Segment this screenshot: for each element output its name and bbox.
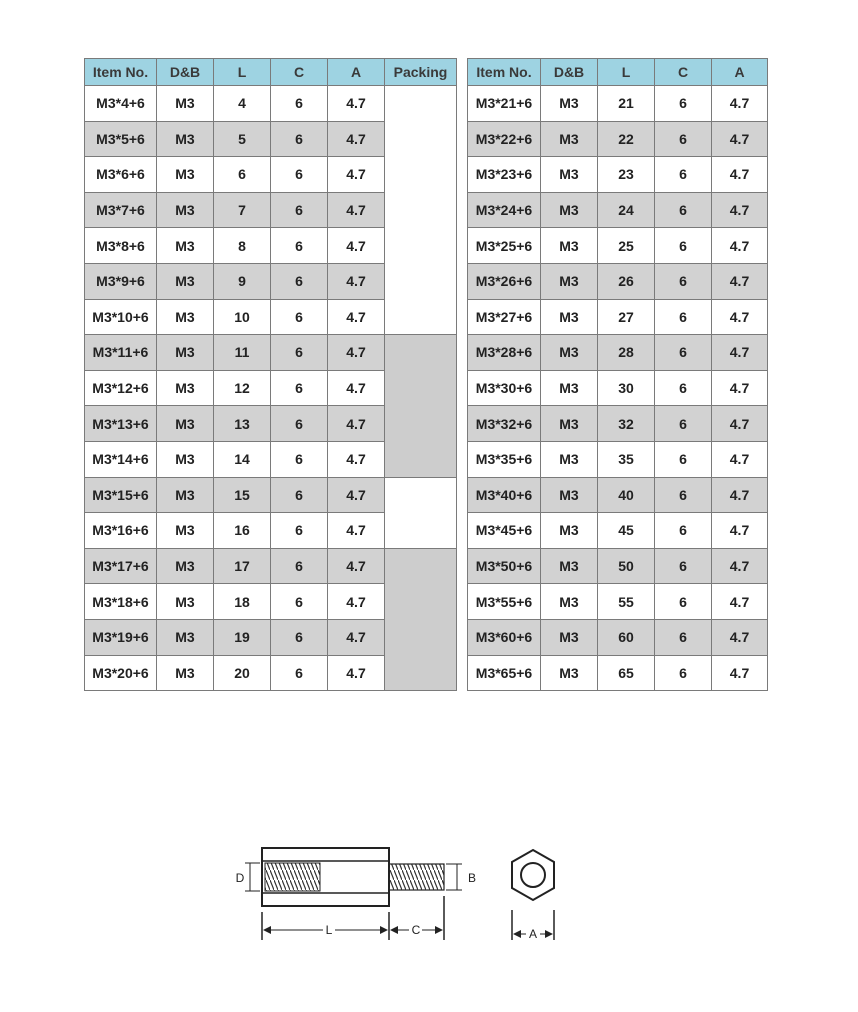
cell-item-no: M3*55+6 bbox=[468, 584, 541, 620]
table-row bbox=[85, 228, 457, 264]
cell-l: 45 bbox=[598, 513, 655, 549]
right-spec-table bbox=[467, 58, 768, 691]
cell-d-b: M3 bbox=[157, 228, 214, 264]
table-row bbox=[468, 406, 768, 442]
table-row bbox=[85, 121, 457, 157]
cell-item-no: M3*18+6 bbox=[85, 584, 157, 620]
cell-packing bbox=[385, 441, 457, 477]
cell-item-no: M3*6+6 bbox=[85, 157, 157, 193]
header-l: L bbox=[214, 59, 271, 86]
cell-d-b: M3 bbox=[541, 121, 598, 157]
cell-a: 4.7 bbox=[328, 619, 385, 655]
cell-item-no: M3*60+6 bbox=[468, 619, 541, 655]
cell-d-b: M3 bbox=[541, 655, 598, 691]
cell-d-b: M3 bbox=[541, 548, 598, 584]
cell-d-b: M3 bbox=[157, 370, 214, 406]
cell-c: 6 bbox=[655, 584, 712, 620]
cell-c: 6 bbox=[655, 619, 712, 655]
cell-c: 6 bbox=[655, 228, 712, 264]
cell-a: 4.7 bbox=[328, 370, 385, 406]
header-item-no: Item No. bbox=[85, 59, 157, 86]
header-packing: Packing bbox=[385, 59, 457, 86]
cell-c: 6 bbox=[271, 228, 328, 264]
cell-c: 6 bbox=[655, 157, 712, 193]
standoff-dimension-drawing bbox=[210, 830, 610, 960]
cell-item-no: M3*12+6 bbox=[85, 370, 157, 406]
cell-d-b: M3 bbox=[541, 335, 598, 371]
cell-d-b: M3 bbox=[157, 406, 214, 442]
header-d-b: D&B bbox=[157, 59, 214, 86]
cell-item-no: M3*14+6 bbox=[85, 441, 157, 477]
cell-l: 15 bbox=[214, 477, 271, 513]
cell-a: 4.7 bbox=[712, 584, 768, 620]
header-c: C bbox=[271, 59, 328, 86]
cell-l: 55 bbox=[598, 584, 655, 620]
cell-c: 6 bbox=[271, 584, 328, 620]
cell-packing bbox=[385, 263, 457, 299]
table-row bbox=[468, 192, 768, 228]
cell-item-no: M3*27+6 bbox=[468, 299, 541, 335]
cell-item-no: M3*22+6 bbox=[468, 121, 541, 157]
table-row bbox=[85, 619, 457, 655]
table-row bbox=[468, 335, 768, 371]
cell-c: 6 bbox=[271, 86, 328, 122]
cell-item-no: M3*13+6 bbox=[85, 406, 157, 442]
cell-item-no: M3*32+6 bbox=[468, 406, 541, 442]
cell-c: 6 bbox=[655, 548, 712, 584]
cell-c: 6 bbox=[271, 157, 328, 193]
cell-packing bbox=[385, 477, 457, 513]
cell-d-b: M3 bbox=[541, 584, 598, 620]
cell-l: 10 bbox=[214, 299, 271, 335]
cell-l: 9 bbox=[214, 263, 271, 299]
cell-a: 4.7 bbox=[328, 548, 385, 584]
cell-packing bbox=[385, 157, 457, 193]
cell-c: 6 bbox=[271, 513, 328, 549]
cell-a: 4.7 bbox=[328, 263, 385, 299]
cell-a: 4.7 bbox=[712, 157, 768, 193]
cell-l: 6 bbox=[214, 157, 271, 193]
cell-a: 4.7 bbox=[712, 655, 768, 691]
cell-c: 6 bbox=[271, 619, 328, 655]
cell-item-no: M3*11+6 bbox=[85, 335, 157, 371]
cell-item-no: M3*20+6 bbox=[85, 655, 157, 691]
cell-c: 6 bbox=[271, 548, 328, 584]
table-row bbox=[468, 121, 768, 157]
cell-a: 4.7 bbox=[712, 299, 768, 335]
cell-d-b: M3 bbox=[157, 655, 214, 691]
cell-a: 4.7 bbox=[328, 335, 385, 371]
table-row bbox=[85, 655, 457, 691]
cell-l: 26 bbox=[598, 263, 655, 299]
table-row bbox=[468, 228, 768, 264]
cell-a: 4.7 bbox=[328, 157, 385, 193]
cell-a: 4.7 bbox=[328, 299, 385, 335]
header-c: C bbox=[655, 59, 712, 86]
cell-packing bbox=[385, 192, 457, 228]
table-row bbox=[468, 157, 768, 193]
cell-item-no: M3*45+6 bbox=[468, 513, 541, 549]
cell-c: 6 bbox=[655, 335, 712, 371]
table-row bbox=[85, 370, 457, 406]
table-row bbox=[468, 584, 768, 620]
table-row bbox=[85, 513, 457, 549]
right-table-header-row bbox=[468, 59, 768, 86]
table-row bbox=[468, 477, 768, 513]
cell-item-no: M3*9+6 bbox=[85, 263, 157, 299]
label-c: C bbox=[411, 923, 421, 937]
cell-item-no: M3*25+6 bbox=[468, 228, 541, 264]
label-l: L bbox=[325, 923, 333, 937]
cell-a: 4.7 bbox=[712, 477, 768, 513]
cell-l: 4 bbox=[214, 86, 271, 122]
cell-c: 6 bbox=[655, 192, 712, 228]
header-a: A bbox=[328, 59, 385, 86]
cell-d-b: M3 bbox=[541, 513, 598, 549]
cell-a: 4.7 bbox=[712, 513, 768, 549]
cell-a: 4.7 bbox=[712, 121, 768, 157]
cell-l: 23 bbox=[598, 157, 655, 193]
cell-a: 4.7 bbox=[712, 192, 768, 228]
label-d: D bbox=[235, 871, 245, 885]
cell-c: 6 bbox=[655, 86, 712, 122]
cell-l: 16 bbox=[214, 513, 271, 549]
cell-d-b: M3 bbox=[157, 584, 214, 620]
cell-packing bbox=[385, 370, 457, 406]
cell-a: 4.7 bbox=[712, 335, 768, 371]
table-row bbox=[85, 441, 457, 477]
cell-l: 19 bbox=[214, 619, 271, 655]
header-l: L bbox=[598, 59, 655, 86]
table-row bbox=[85, 406, 457, 442]
cell-l: 60 bbox=[598, 619, 655, 655]
cell-a: 4.7 bbox=[328, 406, 385, 442]
cell-item-no: M3*28+6 bbox=[468, 335, 541, 371]
cell-c: 6 bbox=[655, 121, 712, 157]
cell-l: 30 bbox=[598, 370, 655, 406]
table-row bbox=[85, 477, 457, 513]
table-row bbox=[468, 370, 768, 406]
cell-d-b: M3 bbox=[541, 86, 598, 122]
cell-c: 6 bbox=[655, 513, 712, 549]
cell-packing bbox=[385, 299, 457, 335]
cell-d-b: M3 bbox=[157, 299, 214, 335]
cell-l: 5 bbox=[214, 121, 271, 157]
cell-a: 4.7 bbox=[712, 548, 768, 584]
table-row bbox=[468, 619, 768, 655]
cell-d-b: M3 bbox=[541, 192, 598, 228]
cell-d-b: M3 bbox=[541, 228, 598, 264]
cell-a: 4.7 bbox=[328, 584, 385, 620]
cell-l: 32 bbox=[598, 406, 655, 442]
table-row bbox=[85, 584, 457, 620]
cell-item-no: M3*65+6 bbox=[468, 655, 541, 691]
cell-packing bbox=[385, 406, 457, 442]
cell-a: 4.7 bbox=[328, 192, 385, 228]
cell-a: 4.7 bbox=[328, 477, 385, 513]
cell-l: 35 bbox=[598, 441, 655, 477]
cell-c: 6 bbox=[655, 655, 712, 691]
dimension-b bbox=[446, 864, 462, 890]
cell-item-no: M3*19+6 bbox=[85, 619, 157, 655]
cell-item-no: M3*17+6 bbox=[85, 548, 157, 584]
cell-c: 6 bbox=[271, 655, 328, 691]
cell-d-b: M3 bbox=[157, 263, 214, 299]
table-row bbox=[85, 335, 457, 371]
cell-packing bbox=[385, 584, 457, 620]
cell-l: 22 bbox=[598, 121, 655, 157]
table-row bbox=[468, 548, 768, 584]
cell-item-no: M3*21+6 bbox=[468, 86, 541, 122]
cell-packing bbox=[385, 335, 457, 371]
cell-item-no: M3*10+6 bbox=[85, 299, 157, 335]
cell-packing bbox=[385, 228, 457, 264]
cell-d-b: M3 bbox=[157, 157, 214, 193]
cell-item-no: M3*50+6 bbox=[468, 548, 541, 584]
cell-item-no: M3*30+6 bbox=[468, 370, 541, 406]
cell-l: 13 bbox=[214, 406, 271, 442]
cell-l: 14 bbox=[214, 441, 271, 477]
cell-item-no: M3*26+6 bbox=[468, 263, 541, 299]
cell-d-b: M3 bbox=[157, 477, 214, 513]
table-row bbox=[468, 299, 768, 335]
header-item-no: Item No. bbox=[468, 59, 541, 86]
cell-item-no: M3*35+6 bbox=[468, 441, 541, 477]
cell-c: 6 bbox=[271, 192, 328, 228]
cell-d-b: M3 bbox=[541, 299, 598, 335]
cell-l: 28 bbox=[598, 335, 655, 371]
cell-d-b: M3 bbox=[157, 121, 214, 157]
table-row bbox=[85, 192, 457, 228]
cell-c: 6 bbox=[655, 441, 712, 477]
cell-a: 4.7 bbox=[712, 370, 768, 406]
table-row bbox=[85, 299, 457, 335]
cell-l: 25 bbox=[598, 228, 655, 264]
cell-a: 4.7 bbox=[328, 513, 385, 549]
cell-c: 6 bbox=[271, 406, 328, 442]
cell-packing bbox=[385, 86, 457, 122]
cell-a: 4.7 bbox=[328, 441, 385, 477]
cell-l: 12 bbox=[214, 370, 271, 406]
cell-item-no: M3*5+6 bbox=[85, 121, 157, 157]
table-row bbox=[468, 86, 768, 122]
cell-d-b: M3 bbox=[541, 619, 598, 655]
cell-d-b: M3 bbox=[541, 157, 598, 193]
cell-d-b: M3 bbox=[157, 86, 214, 122]
cell-l: 20 bbox=[214, 655, 271, 691]
table-row bbox=[85, 548, 457, 584]
cell-item-no: M3*8+6 bbox=[85, 228, 157, 264]
table-row bbox=[468, 655, 768, 691]
cell-l: 50 bbox=[598, 548, 655, 584]
cell-item-no: M3*16+6 bbox=[85, 513, 157, 549]
cell-l: 27 bbox=[598, 299, 655, 335]
table-row bbox=[468, 263, 768, 299]
cell-a: 4.7 bbox=[712, 263, 768, 299]
header-d-b: D&B bbox=[541, 59, 598, 86]
table-row bbox=[85, 263, 457, 299]
cell-l: 17 bbox=[214, 548, 271, 584]
cell-c: 6 bbox=[655, 406, 712, 442]
cell-item-no: M3*40+6 bbox=[468, 477, 541, 513]
cell-c: 6 bbox=[655, 477, 712, 513]
cell-packing bbox=[385, 619, 457, 655]
cell-a: 4.7 bbox=[328, 86, 385, 122]
cell-packing bbox=[385, 121, 457, 157]
cell-item-no: M3*4+6 bbox=[85, 86, 157, 122]
cell-d-b: M3 bbox=[541, 370, 598, 406]
cell-a: 4.7 bbox=[712, 619, 768, 655]
cell-item-no: M3*24+6 bbox=[468, 192, 541, 228]
cell-l: 40 bbox=[598, 477, 655, 513]
cell-c: 6 bbox=[271, 299, 328, 335]
cell-d-b: M3 bbox=[157, 619, 214, 655]
cell-l: 21 bbox=[598, 86, 655, 122]
cell-c: 6 bbox=[271, 441, 328, 477]
cell-c: 6 bbox=[271, 121, 328, 157]
cell-d-b: M3 bbox=[541, 263, 598, 299]
cell-c: 6 bbox=[655, 370, 712, 406]
label-b: B bbox=[468, 871, 477, 885]
left-spec-table bbox=[84, 58, 457, 691]
hex-body-side-view bbox=[262, 848, 389, 906]
cell-d-b: M3 bbox=[157, 513, 214, 549]
male-thread-stud bbox=[389, 864, 444, 890]
cell-d-b: M3 bbox=[541, 406, 598, 442]
header-a: A bbox=[712, 59, 768, 86]
cell-packing bbox=[385, 655, 457, 691]
cell-a: 4.7 bbox=[328, 228, 385, 264]
cell-d-b: M3 bbox=[157, 548, 214, 584]
cell-a: 4.7 bbox=[712, 441, 768, 477]
cell-l: 11 bbox=[214, 335, 271, 371]
left-table-header-row bbox=[85, 59, 457, 86]
cell-d-b: M3 bbox=[541, 477, 598, 513]
cell-l: 24 bbox=[598, 192, 655, 228]
cell-a: 4.7 bbox=[328, 121, 385, 157]
cell-item-no: M3*7+6 bbox=[85, 192, 157, 228]
cell-c: 6 bbox=[271, 370, 328, 406]
cell-l: 7 bbox=[214, 192, 271, 228]
cell-a: 4.7 bbox=[712, 406, 768, 442]
dimension-d bbox=[245, 863, 260, 891]
cell-l: 18 bbox=[214, 584, 271, 620]
cell-d-b: M3 bbox=[541, 441, 598, 477]
cell-packing bbox=[385, 513, 457, 549]
cell-c: 6 bbox=[271, 335, 328, 371]
cell-l: 8 bbox=[214, 228, 271, 264]
table-row bbox=[85, 157, 457, 193]
cell-d-b: M3 bbox=[157, 441, 214, 477]
cell-c: 6 bbox=[271, 263, 328, 299]
table-row bbox=[468, 513, 768, 549]
cell-d-b: M3 bbox=[157, 335, 214, 371]
cell-packing bbox=[385, 548, 457, 584]
cell-l: 65 bbox=[598, 655, 655, 691]
table-row bbox=[85, 86, 457, 122]
cell-a: 4.7 bbox=[712, 228, 768, 264]
cell-item-no: M3*15+6 bbox=[85, 477, 157, 513]
table-row bbox=[468, 441, 768, 477]
cell-c: 6 bbox=[655, 299, 712, 335]
cell-c: 6 bbox=[655, 263, 712, 299]
cell-item-no: M3*23+6 bbox=[468, 157, 541, 193]
cell-a: 4.7 bbox=[712, 86, 768, 122]
cell-c: 6 bbox=[271, 477, 328, 513]
label-a: A bbox=[528, 927, 538, 941]
cell-a: 4.7 bbox=[328, 655, 385, 691]
cell-d-b: M3 bbox=[157, 192, 214, 228]
